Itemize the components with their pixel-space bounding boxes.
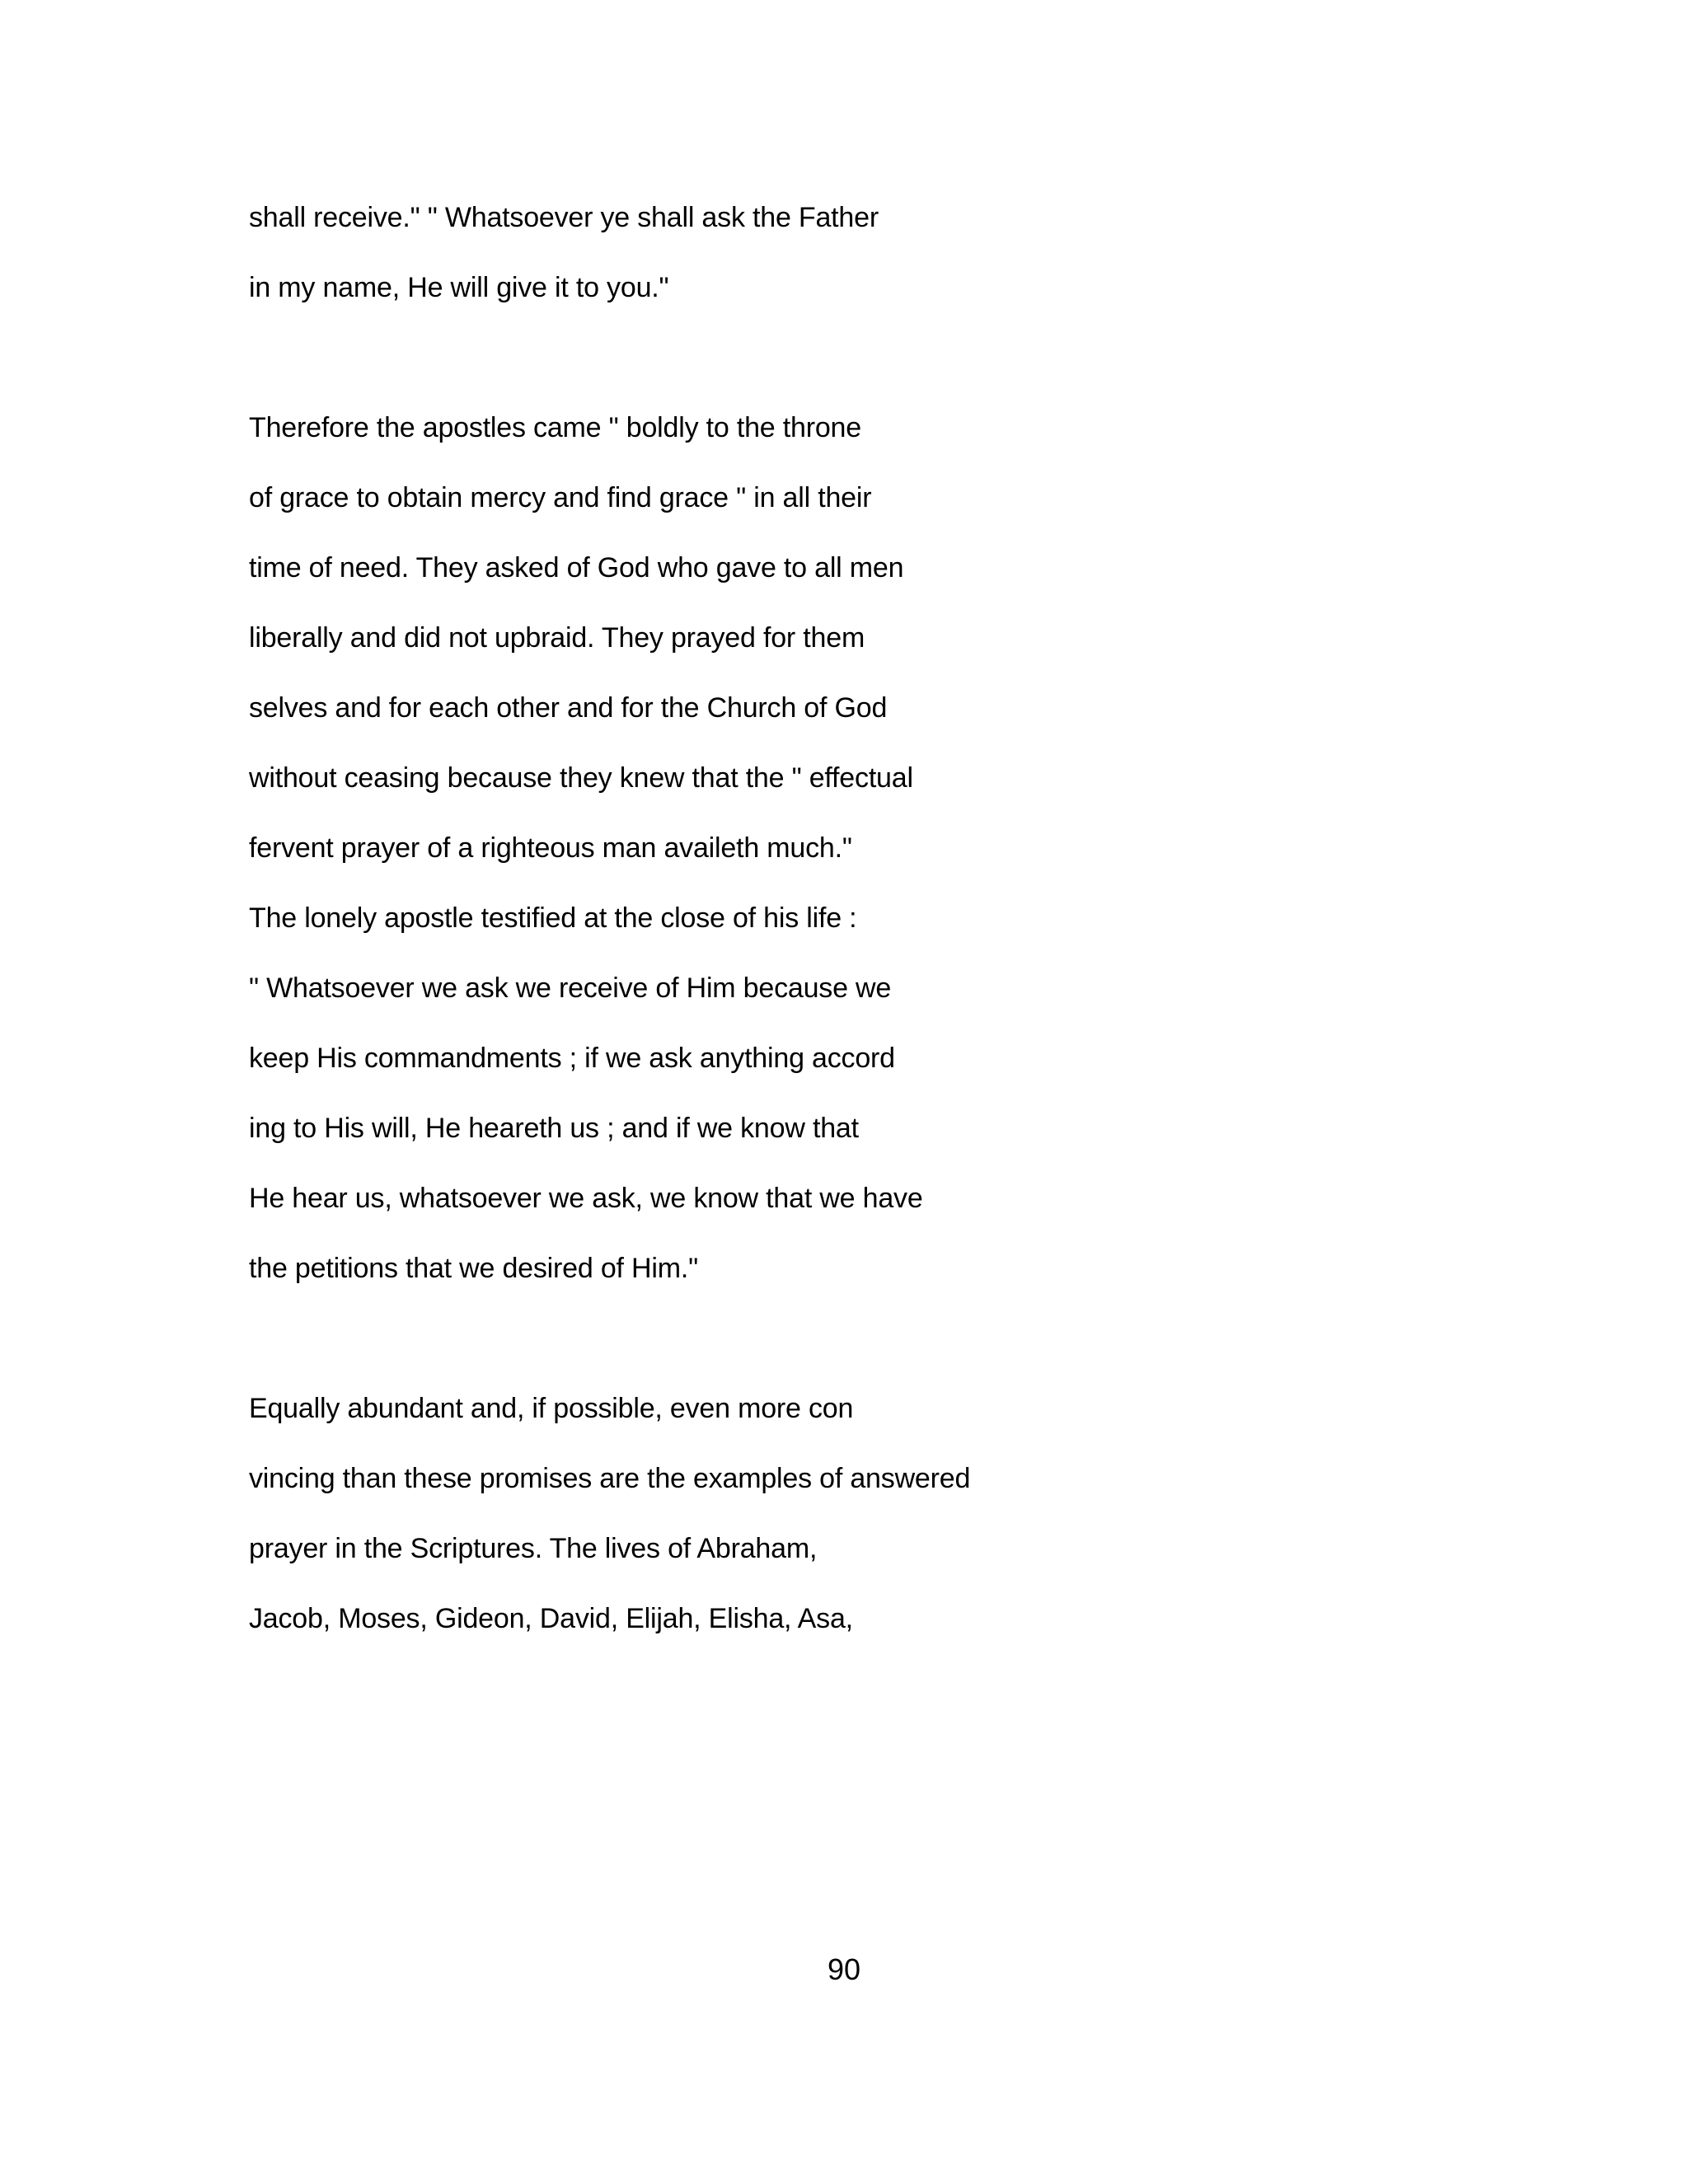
text-line: time of need. They asked of God who gave to all men <box>249 552 904 583</box>
page-number: 90 <box>827 1952 861 1986</box>
text-line: keep His commandments ; if we ask anything accord <box>249 1043 895 1074</box>
text-line: " Whatsoever we ask we receive of Him because we <box>249 972 892 1004</box>
text-line: Therefore the apostles came " boldly to the throne <box>249 412 861 443</box>
text-line: Jacob, Moses, Gideon, David, Elijah, Elisha, Asa, <box>249 1603 853 1634</box>
text-line: Equally abundant and, if possible, even more con <box>249 1393 854 1424</box>
text-line: vincing than these promises are the examples of answered <box>249 1463 971 1494</box>
text-line: He hear us, whatsoever we ask, we know that we have <box>249 1183 923 1214</box>
text-line: liberally and did not upbraid. They prayed for them <box>249 622 865 654</box>
text-line: prayer in the Scriptures. The lives of Abraham, <box>249 1533 818 1564</box>
text-line: shall receive." " Whatsoever ye shall ask the Father <box>249 202 879 233</box>
text-line: the petitions that we desired of Him." <box>249 1253 698 1284</box>
text-line: in my name, He will give it to you." <box>249 272 669 303</box>
text-line: without ceasing because they knew that the " effectual <box>249 762 913 794</box>
text-line: selves and for each other and for the Church of God <box>249 692 888 724</box>
text-line: The lonely apostle testified at the close of his life : <box>249 902 857 934</box>
text-line: ing to His will, He heareth us ; and if we know that <box>249 1113 859 1144</box>
text-line: of grace to obtain mercy and find grace " in all their <box>249 482 872 513</box>
text-line: fervent prayer of a righteous man availeth much." <box>249 832 852 864</box>
